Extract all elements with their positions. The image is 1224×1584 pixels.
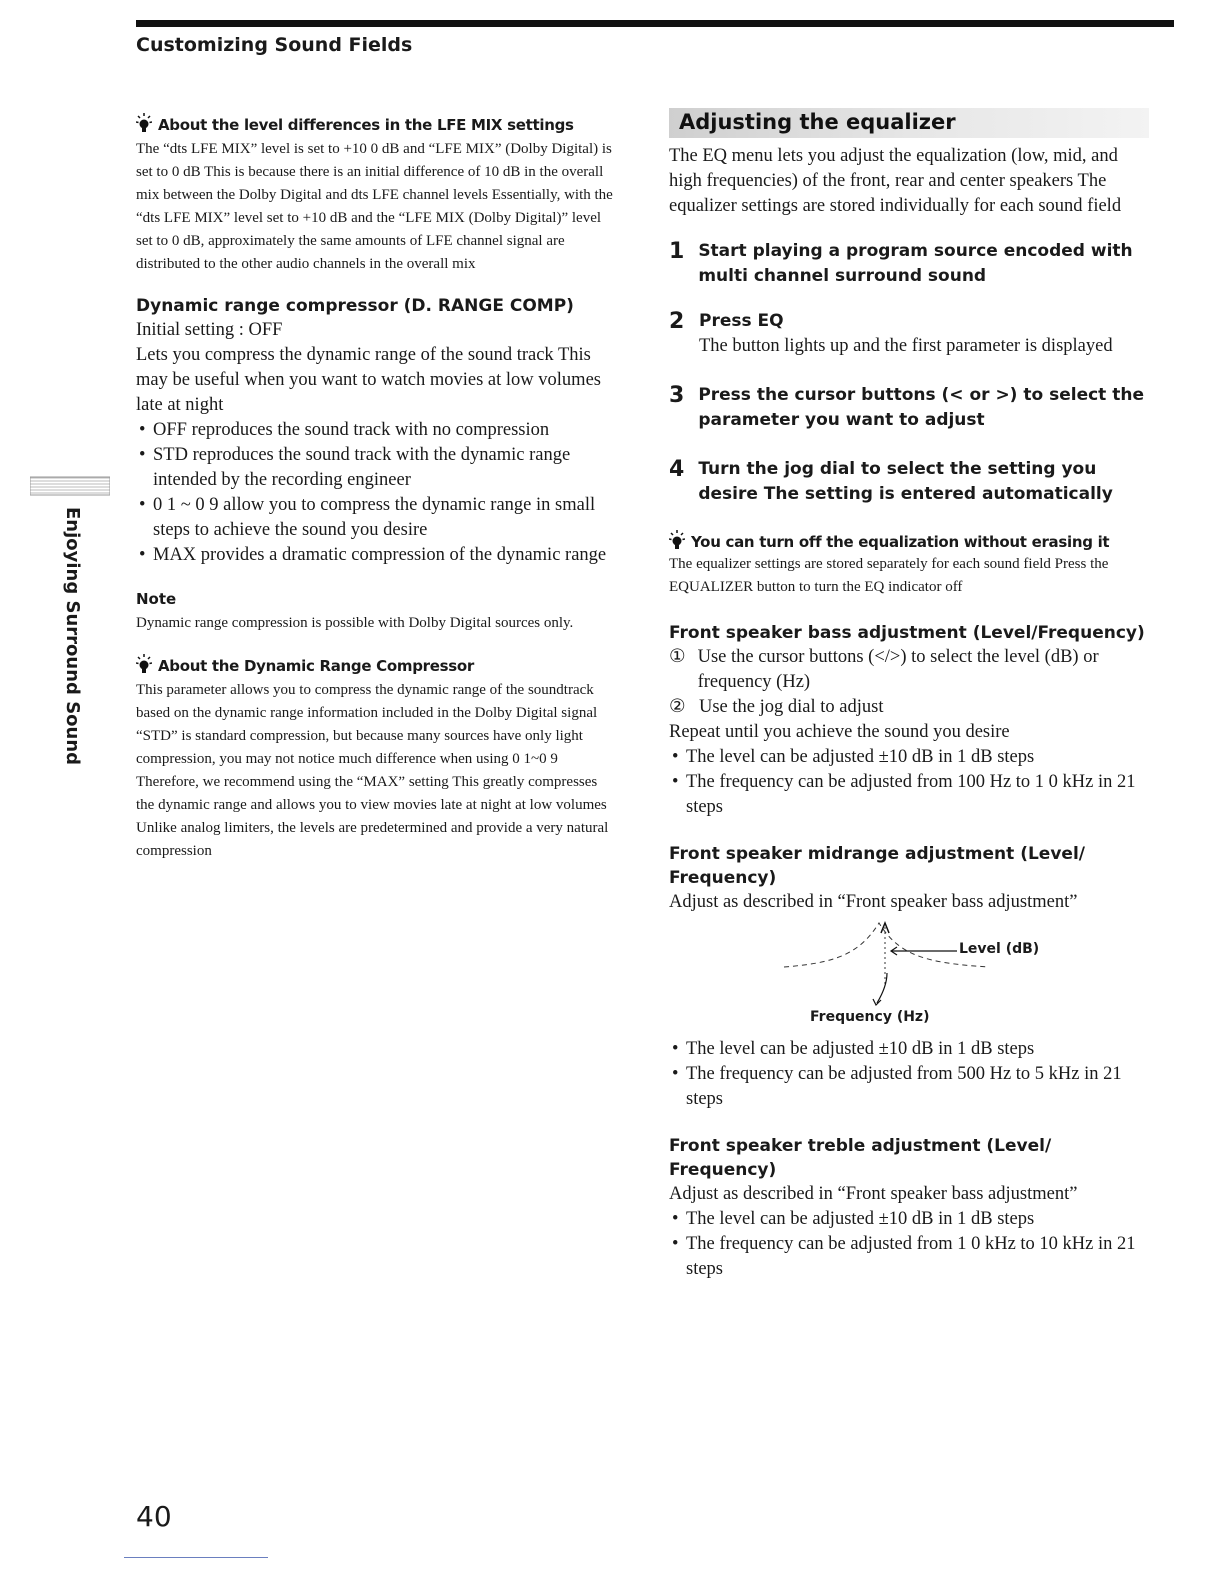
note-text: Dynamic range compression is possible with Dolby Digital sources only. <box>136 615 574 631</box>
tip-heading-eq <box>669 529 1149 551</box>
list-item <box>669 645 1149 695</box>
lightbulb-icon <box>669 529 685 551</box>
step-number: 3 <box>669 383 685 408</box>
eq-intro: The EQ menu lets you adjust the equalization (low, mid, and high frequencies) of the front, rear and center speakers The equalizer settings are stored individually for each sound field <box>669 146 1122 216</box>
step-number: 2 <box>669 309 685 334</box>
mid-heading: Front speaker midrange adjustment (Level/ Frequency) <box>669 844 1085 888</box>
tip-heading-lfe <box>136 112 616 134</box>
treble-text: Adjust as described in “Front speaker bass adjustment” <box>669 1184 1078 1204</box>
list-item: • MAX provides a dramatic compression of the dynamic range <box>136 543 616 568</box>
step-text: The button lights up and the first parameter is displayed <box>699 336 1113 356</box>
step-3 <box>669 383 1149 433</box>
tip-text-lfe: The “dts LFE MIX” level is set to +10 0 dB and “LFE MIX” (Dolby Digital) is set to 0 dB This is because there is an initial difference of 10 dB in the overall mix between the Dolby Digital and dts LFE channel levels Essentially, with the “dts LFE MIX” level set to +10 dB and the “LFE MIX (Dolby Digital)” level set to 0 dB, approximately the same amounts of LFE channel signal are distributed to the other audio channels in the overall mix <box>136 141 613 272</box>
lightbulb-icon <box>136 653 152 675</box>
step-title: Start playing a program source encoded with multi channel surround sound <box>698 241 1133 286</box>
footer-rule <box>124 1557 268 1558</box>
tip-text-drc-2: Therefore, we recommend using the “MAX” setting This greatly compresses the dynamic range and allows you to view movies late at night at low volumes Unlike analog limiters, the levels are predetermined and provide a very natural compression <box>136 774 609 859</box>
tip-heading-drc <box>136 653 616 675</box>
lightbulb-icon <box>136 112 152 134</box>
mid-text: Adjust as described in “Front speaker bass adjustment” <box>669 892 1078 912</box>
side-tab-label: Enjoying Surround Sound <box>62 507 83 766</box>
treble-bullets <box>669 1207 1149 1282</box>
step-marker: ① <box>669 647 686 667</box>
list-item: • The frequency can be adjusted from 1 0 kHz to 10 kHz in 21 steps <box>669 1232 1149 1282</box>
list-item: • The frequency can be adjusted from 100 Hz to 1 0 kHz in 21 steps <box>669 770 1149 820</box>
step-number: 1 <box>669 239 685 264</box>
note-heading: Note <box>136 590 177 608</box>
banner-title: Adjusting the equalizer <box>679 110 956 134</box>
drc-description: Lets you compress the dynamic range of the sound track This may be useful when you want to watch movies at low volumes late at night <box>136 345 601 415</box>
bass-repeat: Repeat until you achieve the sound you desire <box>669 722 1010 742</box>
list-item: • The level can be adjusted ±10 dB in 1 dB steps <box>669 1207 1149 1232</box>
header-rule <box>136 20 1174 27</box>
tip-heading-text: About the Dynamic Range Compressor <box>158 657 474 675</box>
step-title: Turn the jog dial to select the setting you desire The setting is entered automatically <box>698 459 1113 504</box>
left-column <box>136 112 616 863</box>
list-item: • The level can be adjusted ±10 dB in 1 dB steps <box>669 1037 1149 1062</box>
side-tab-marker <box>30 476 110 496</box>
drc-bullets <box>136 418 616 568</box>
equalizer-banner <box>669 108 1149 138</box>
list-item: • The frequency can be adjusted from 500 Hz to 5 kHz in 21 steps <box>669 1062 1149 1112</box>
tip-heading-text: You can turn off the equalization without erasing it <box>691 533 1110 551</box>
step-4 <box>669 457 1149 507</box>
list-item <box>669 695 1149 720</box>
diagram-frequency-label: Frequency (Hz) <box>810 1009 930 1025</box>
drc-initial-setting: Initial setting : OFF <box>136 320 283 340</box>
step-title: Press EQ <box>699 311 784 331</box>
bass-steps <box>669 645 1149 720</box>
step-1 <box>669 239 1149 289</box>
tip-text-drc-1: This parameter allows you to compress the dynamic range of the soundtrack based on the dynamic range information included in the Dolby Digital signal “STD” is standard compression, but because many sources have only light compression, you may not notice much difference when using 0 1~0 9 <box>136 682 598 767</box>
section-title: Customizing Sound Fields <box>136 34 413 56</box>
list-item: • 0 1 ~ 0 9 allow you to compress the dynamic range in small steps to achieve the sound you desire <box>136 493 616 543</box>
tip-text-eq: The equalizer settings are stored separately for each sound field Press the EQUALIZER button to turn the EQ indicator off <box>669 556 1109 595</box>
page-number: 40 <box>136 1500 172 1533</box>
drc-heading: Dynamic range compressor (D. RANGE COMP) <box>136 296 574 316</box>
list-item: • The level can be adjusted ±10 dB in 1 dB steps <box>669 745 1149 770</box>
step-marker: ② <box>669 697 686 717</box>
bass-heading: Front speaker bass adjustment (Level/Frequency) <box>669 623 1145 643</box>
step-title: Press the cursor buttons (< or >) to select the parameter you want to adjust <box>698 385 1144 430</box>
treble-heading: Front speaker treble adjustment (Level/ Frequency) <box>669 1136 1052 1180</box>
diagram-level-label: Level (dB) <box>959 941 1040 957</box>
eq-curve-diagram <box>669 915 1149 1037</box>
step-2 <box>669 309 1149 359</box>
bass-bullets <box>669 745 1149 820</box>
list-item-text: Use the jog dial to adjust <box>699 697 884 717</box>
right-column <box>669 108 1149 1282</box>
step-number: 4 <box>669 457 685 482</box>
list-item: • STD reproduces the sound track with the dynamic range intended by the recording engineer <box>136 443 616 493</box>
mid-bullets <box>669 1037 1149 1112</box>
list-item: • OFF reproduces the sound track with no compression <box>136 418 616 443</box>
tip-heading-text: About the level differences in the LFE MIX settings <box>158 116 574 134</box>
list-item-text: Use the cursor buttons (</>) to select the level (dB) or frequency (Hz) <box>697 647 1099 692</box>
